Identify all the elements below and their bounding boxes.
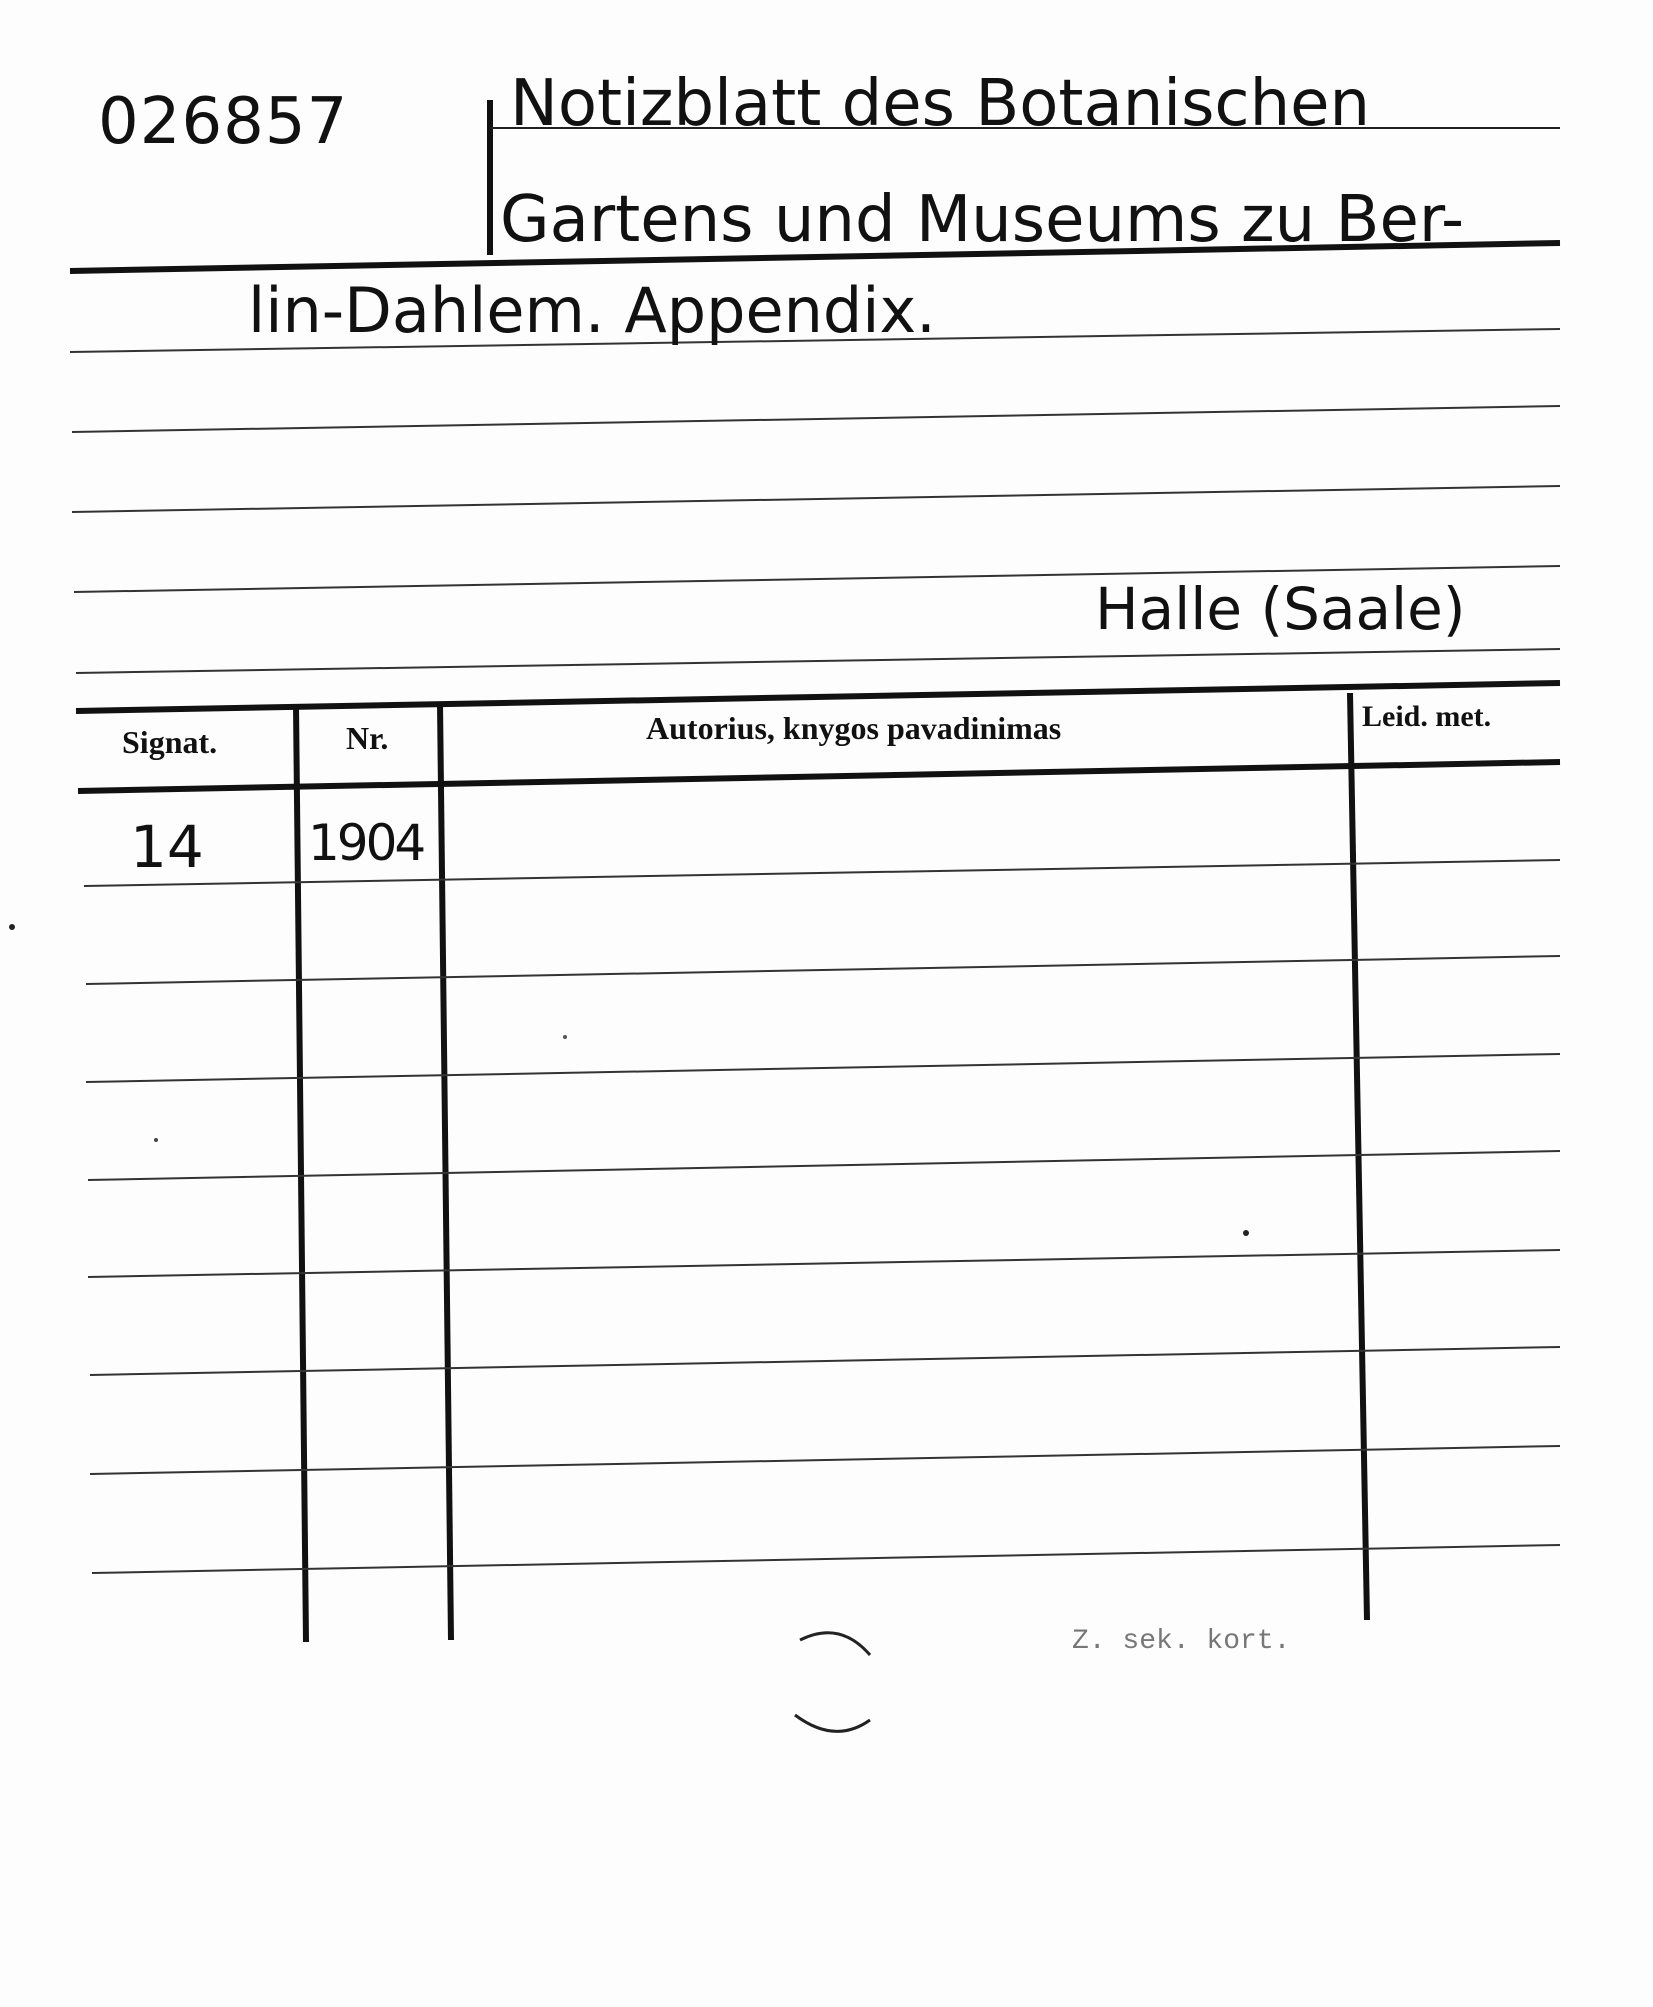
title-line-3: lin-Dahlem. Appendix. <box>248 274 936 347</box>
publication-place: Halle (Saale) <box>1095 575 1466 643</box>
header-signat: Signat. <box>122 724 218 760</box>
header-author-title: Autorius, knygos pavadinimas <box>646 710 1062 746</box>
title-line-2: Gartens und Museums zu Ber- <box>500 183 1465 257</box>
row-1-nr: 1904 <box>308 814 424 872</box>
footer-stamp: Z. sek. kort. <box>1072 1626 1291 1657</box>
catalog-number: 026857 <box>98 85 349 159</box>
row-1-signat: 14 <box>130 813 204 881</box>
header-nr: Nr. <box>346 720 389 756</box>
title-line-1: Notizblatt des Botanischen <box>510 67 1371 141</box>
header-year: Leid. met. <box>1362 700 1492 733</box>
